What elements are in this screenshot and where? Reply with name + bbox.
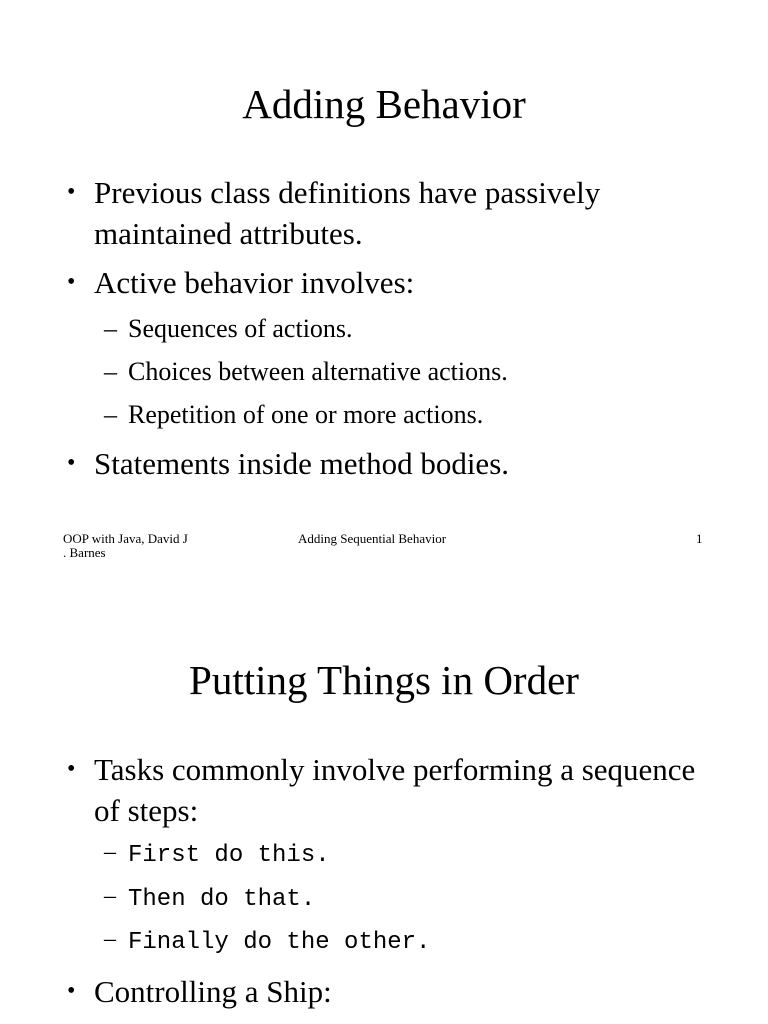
- sub-bullet-item: [104, 926, 724, 960]
- dash-icon: –: [104, 357, 117, 386]
- sub-bullet-text: Repetition of one or more actions.: [128, 400, 484, 429]
- sub-bullet-item: [104, 839, 724, 873]
- bullet-item: [67, 971, 707, 1012]
- sub-bullet-text: Choices between alternative actions.: [128, 357, 508, 386]
- bullet-icon: •: [67, 450, 76, 476]
- bullet-icon: •: [67, 269, 76, 295]
- sub-bullet-item: [104, 312, 724, 346]
- footer-author-line2: . Barnes: [63, 545, 106, 560]
- footer-author: [63, 532, 223, 560]
- sub-bullet-text: Finally do the other.: [128, 929, 431, 956]
- bullet-icon: •: [67, 978, 76, 1004]
- bullet-text: Controlling a Ship:: [94, 974, 332, 1009]
- bullet-item: [67, 749, 707, 831]
- sub-bullet-item: [104, 398, 724, 432]
- footer-title: Adding Sequential Behavior: [298, 531, 447, 546]
- slide-title: Putting Things in Order: [189, 657, 579, 703]
- bullet-text: Tasks commonly involve performing a sequence of steps:: [94, 752, 696, 828]
- slide-putting-things-in-order: [0, 576, 768, 1024]
- dash-icon: –: [104, 314, 117, 343]
- bullet-text: Active behavior involves:: [94, 265, 415, 300]
- bullet-item: [67, 443, 707, 484]
- sub-bullet-text: First do this.: [128, 842, 330, 869]
- dash-icon: –: [104, 400, 117, 429]
- sub-bullet-item: [104, 883, 724, 917]
- bullet-item: [67, 262, 707, 303]
- bullet-text: Statements inside method bodies.: [94, 446, 510, 481]
- sub-bullet-text: Then do that.: [128, 886, 316, 913]
- footer-author-line1: OOP with Java, David J: [63, 531, 188, 546]
- dash-icon: –: [104, 839, 116, 865]
- sub-bullet-text: Sequences of actions.: [128, 314, 353, 343]
- dash-icon: –: [104, 883, 116, 909]
- sub-bullet-item: [104, 355, 724, 389]
- slide-title: Adding Behavior: [242, 81, 526, 127]
- bullet-item: [67, 172, 707, 254]
- bullet-text: Previous class definitions have passively maintained attributes.: [94, 175, 601, 251]
- bullet-icon: •: [67, 179, 76, 205]
- dash-icon: –: [104, 926, 116, 952]
- bullet-icon: •: [67, 756, 76, 782]
- footer-page-number: 1: [696, 531, 703, 546]
